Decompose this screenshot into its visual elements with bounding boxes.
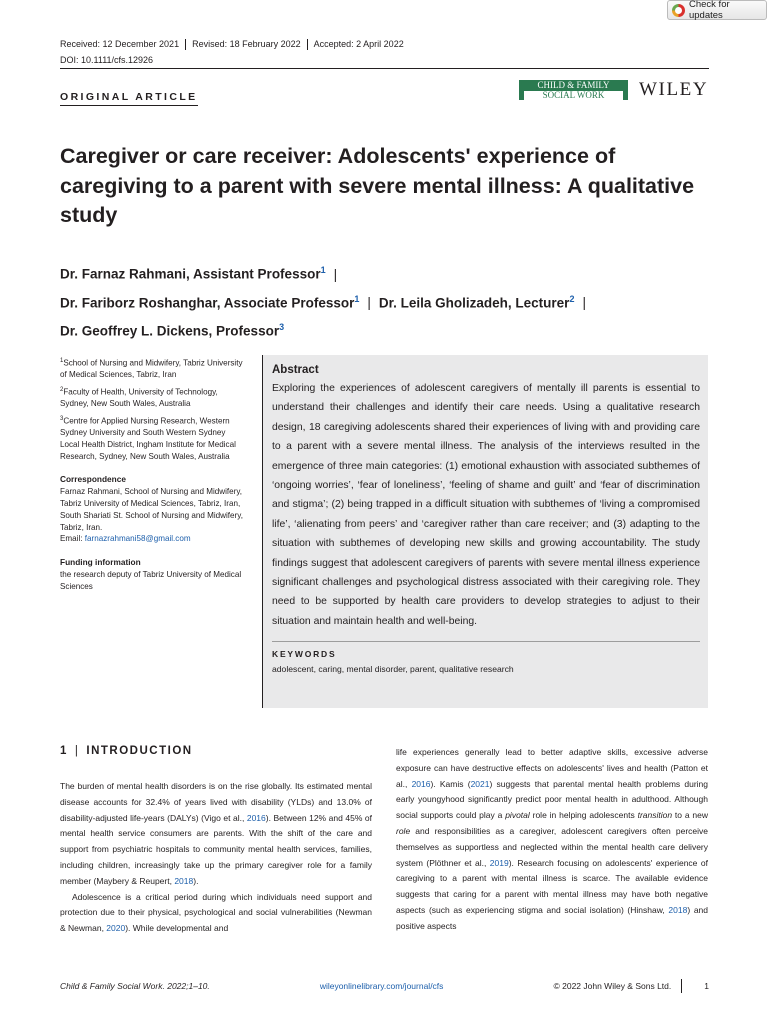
author-affil-ref[interactable]: 2 — [569, 293, 575, 304]
section-separator: | — [74, 745, 80, 757]
body-column-left — [60, 779, 372, 937]
emphasis-text: role — [396, 825, 411, 836]
citation-link[interactable]: 2018 — [174, 875, 194, 886]
journal-logo-line2: SOCIAL WORK — [524, 91, 623, 101]
accepted-date: Accepted: 2 April 2022 — [313, 39, 404, 49]
page-number: 1 — [681, 979, 709, 993]
author-name: Dr. Geoffrey L. Dickens, Professor — [60, 323, 280, 339]
section-number: 1 — [60, 745, 68, 757]
author-line-2 — [60, 287, 720, 316]
citation-link[interactable]: 2020 — [106, 923, 126, 934]
affiliation: $^1$School of Nursing and Midwifery, Tabriz University of Medical Sciences, Tabriz, Iran — [60, 358, 243, 380]
citation-link[interactable]: 2019 — [489, 857, 509, 868]
page-footer — [60, 979, 709, 993]
funding-text: the research deputy of Tabriz University of Medical Sciences — [60, 570, 242, 591]
revised-date: Revised: 18 February 2022 — [186, 39, 308, 50]
correspondence-text: Farnaz Rahmani, School of Nursing and Midwifery, Tabriz University of Medical Sciences, Tabriz, Iran, South Shariati St. School of Nursing and Midwifery, Tabriz, Iran. Email: farnazrahmani58@gmail.com — [60, 487, 243, 544]
footer-copyright: © 2022 John Wiley & Sons Ltd. — [553, 981, 672, 991]
author-affil-ref[interactable]: 3 — [279, 322, 285, 332]
author-separator: | — [367, 295, 371, 310]
check-for-updates-button[interactable] — [667, 0, 767, 20]
article-title: Caregiver or care receiver: Adolescents' experience of caregiving to a parent with severe mental illness: A qualitative study — [60, 144, 695, 227]
correspondence-email-link[interactable]: farnazrahmani58@gmail.com — [84, 534, 191, 544]
body-paragraph: The burden of mental health disorders is on the rise globally. Its estimated mental disease accounts for 32.4% of years lived with disability (YLDs) and 13.0% of disability-adjusted life-years (DALYs) (Vigo et al., 2016). Between 12% and 45% of mental health service consumers are parents. With the shift of the care and support from psychiatric hospitals to community mental health services, families, including children, increasingly take up the primary caregiver role for a family member (Maybery & Reupert, 2018). — [60, 781, 372, 886]
journal-logo — [519, 80, 628, 100]
author-line-1 — [60, 258, 720, 287]
correspondence-heading: Correspondence — [60, 474, 126, 485]
citation-link[interactable]: 2016 — [411, 778, 431, 789]
abstract-text: Exploring the experiences of adolescent caregivers of mentally ill parents is essential to understand their challenges and identify their care needs. Using a qualitative research design, 18 caregiving adolescents shared their experiences of living with and providing care to a parent with a severe mental illness. The analysis of the interviews resulted in the emergence of three main categories: (1) emotional exhaustion with associated subthemes of ‘ongoing worries’, ‘fear of loneliness’, ‘feeling of shame and guilt’ and ‘fear of discrimination and stigma’; (2) being trapped in a difficult situation with subthemes of ‘living a compromised life’, ‘alienating from peers’ and ‘caregiver rather than care receiver; and (3) adapting to the situation with subthemes of developing new skills and growing accountability. The study findings suggest that adolescent caregivers of parents with severe mental illness experience significant challenges and psychological distress associated with their caregiving role. They need to be supported by health care providers to develop strategies to adjust to their situation and maintain health and well-being. — [272, 383, 700, 627]
author-list — [60, 258, 720, 344]
citation-link[interactable]: 2021 — [470, 778, 490, 789]
affiliations-panel — [60, 356, 243, 596]
header-rule — [60, 68, 709, 69]
author-affil-ref[interactable]: 1 — [354, 293, 360, 304]
check-for-updates-label: Check for updates — [688, 0, 730, 21]
emphasis-text: pivotal — [505, 810, 530, 821]
emphasis-text: transition — [637, 810, 673, 821]
author-separator: | — [582, 295, 586, 310]
article-type: ORIGINAL ARTICLE — [60, 91, 198, 106]
author-line-3 — [60, 315, 720, 344]
publisher-logo: WILEY — [639, 79, 709, 100]
keywords-list: adolescent, caring, mental disorder, parent, qualitative research — [272, 664, 514, 675]
crossmark-icon — [672, 4, 685, 17]
section-title: INTRODUCTION — [86, 745, 193, 757]
abstract-heading: Abstract — [272, 364, 319, 376]
author-name: Dr. Leila Gholizadeh, Lecturer — [378, 295, 570, 310]
doi: DOI: 10.1111/cfs.12926 — [60, 55, 154, 65]
received-date: Received: 12 December 2021 — [60, 39, 186, 50]
author-separator: | — [333, 266, 338, 282]
journal-logo-line1: CHILD & FAMILY — [537, 80, 610, 90]
body-paragraph: Adolescence is a critical period during which individuals need support and protection due to their physical, psychological and social vulnerabilities (Newman & Newman, 2020). While developmental and — [60, 891, 372, 934]
body-paragraph: life experiences generally lead to better adaptive skills, excessive adverse exposure can have destructive effects on adolescents' lives and health (Patton et al., 2016). Kamis (2021) suggests that parental mental health problems during early youngyhood significantly predict poor mental health in adulthood. Although social supports could play a pivotal role in helping adolescents transition to a new role and responsibilities as a caregiver, adolescent caregivers often perceive themselves as supportless and neglected within the mental health care delivery system (Plöthner et al., 2019). Research focusing on adolescents' experience of caregiving to a parent with mental illness is scarce. The available evidence suggests that caring for a parent with mental illness may have both negative aspects (such as experiencing stigma and social isolation) (Hinshaw, 2018) and positive aspects — [396, 747, 709, 931]
keywords-divider — [272, 641, 700, 642]
author-name: Dr. Fariborz Roshanghar, Associate Professor — [60, 295, 355, 310]
abstract-box — [262, 355, 708, 708]
author-name: Dr. Farnaz Rahmani, Assistant Professor — [60, 266, 321, 282]
citation-link[interactable]: 2016 — [246, 812, 266, 823]
author-affil-ref[interactable]: 1 — [320, 265, 326, 275]
footer-citation: Child & Family Social Work. 2022;1–10. — [60, 981, 210, 991]
affiliation: $^3$Centre for Applied Nursing Research, Western Sydney University and South Western Sydney Local Health District, Ingham Institute for Medical Research, Sydney, New South Wales, Australia — [60, 415, 236, 461]
citation-link[interactable]: 2018 — [668, 904, 688, 915]
body-column-right — [396, 745, 708, 935]
section-heading — [60, 745, 193, 757]
keywords-heading: KEYWORDS — [272, 649, 337, 660]
footer-journal-link[interactable]: wileyonlinelibrary.com/journal/cfs — [319, 981, 444, 991]
affiliation: $^2$Faculty of Health, University of Technology, Sydney, New South Wales, Australia — [60, 386, 218, 409]
funding-heading: Funding information — [60, 557, 141, 568]
article-history — [60, 39, 410, 50]
